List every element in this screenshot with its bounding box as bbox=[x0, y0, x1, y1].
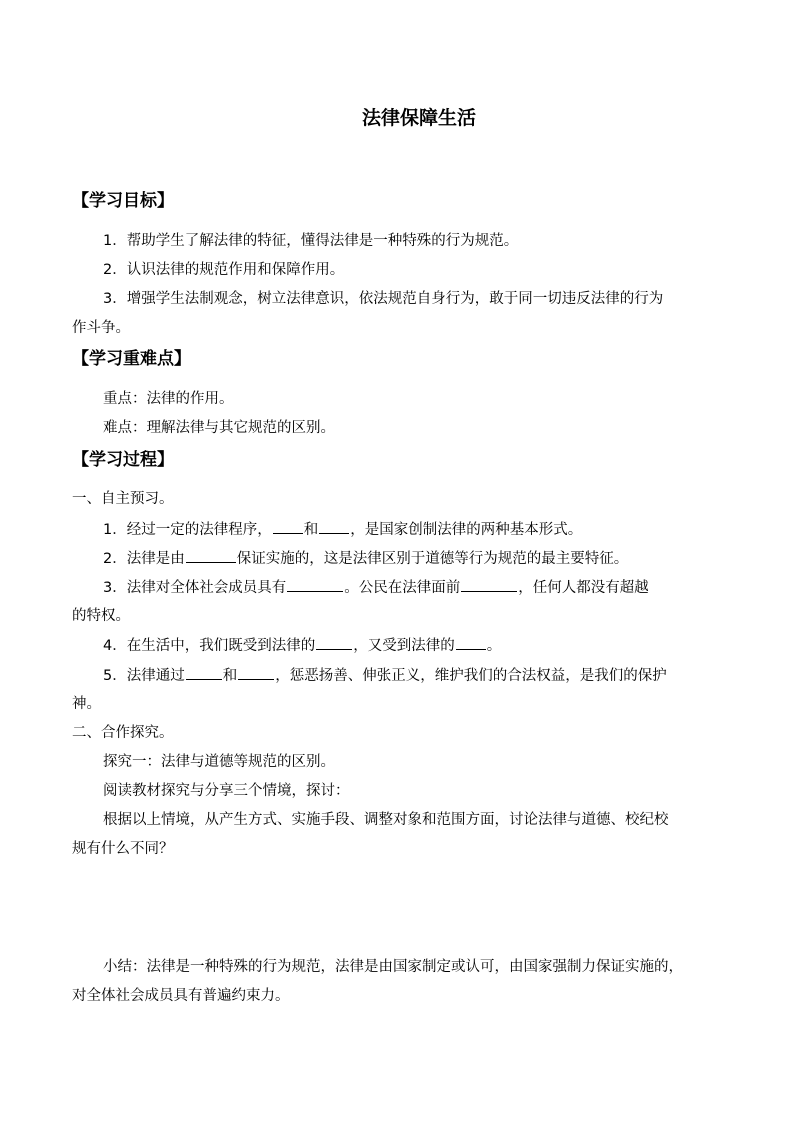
key-point-difficulty: 难点：理解法律与其它规范的区别。 bbox=[103, 420, 335, 436]
goal-item-2: 2．认识法律的规范作用和保障作用。 bbox=[103, 262, 345, 278]
preview-question-2 bbox=[103, 547, 628, 570]
preview-question-4 bbox=[103, 634, 501, 657]
goal-item-3-continued: 作斗争。 bbox=[72, 320, 130, 336]
question-text: 4．在生活中，我们既受到法律的 bbox=[103, 638, 316, 654]
explore-heading: 二、合作探究。 bbox=[72, 725, 174, 741]
question-text: 和 bbox=[222, 668, 238, 684]
preview-heading: 一、自主预习。 bbox=[72, 491, 174, 507]
preview-question-5-continued: 神。 bbox=[72, 696, 101, 712]
goal-item-1: 1．帮助学生了解法律的特征，懂得法律是一种特殊的行为规范。 bbox=[103, 233, 519, 249]
question-text: ，又受到法律的 bbox=[353, 638, 455, 654]
explore-question-continued: 规有什么不同？ bbox=[72, 841, 174, 857]
fill-blank[interactable] bbox=[461, 576, 517, 592]
fill-blank[interactable] bbox=[316, 634, 352, 650]
summary-text-continued: 对全体社会成员具有普遍约束力。 bbox=[72, 988, 290, 1004]
preview-question-1 bbox=[103, 518, 582, 541]
question-text: ，惩恶扬善、伸张正义，维护我们的合法权益，是我们的保护 bbox=[275, 668, 667, 684]
question-text: 保证实施的，这是法律区别于道德等行为规范的最主要特征。 bbox=[236, 551, 629, 567]
preview-question-5 bbox=[103, 664, 667, 687]
summary-text: 小结：法律是一种特殊的行为规范，法律是由国家制定或认可，由国家强制力保证实施的， bbox=[103, 959, 683, 975]
question-text: 5．法律通过 bbox=[103, 668, 185, 684]
question-text: 3．法律对全体社会成员具有 bbox=[103, 580, 287, 596]
fill-blank[interactable] bbox=[238, 664, 274, 680]
explore-topic-1: 探究一：法律与道德等规范的区别。 bbox=[103, 754, 335, 770]
section-heading-keypoints: 【学习重难点】 bbox=[72, 349, 191, 369]
fill-blank[interactable] bbox=[456, 634, 486, 650]
goal-item-3: 3．增强学生法制观念，树立法律意识，依法规范自身行为，敢于同一切违反法律的行为 bbox=[103, 291, 664, 307]
question-text: 。 bbox=[486, 638, 502, 654]
section-heading-goals: 【学习目标】 bbox=[72, 191, 174, 211]
explore-question: 根据以上情境，从产生方式、实施手段、调整对象和范围方面，讨论法律与道德、校纪校 bbox=[103, 812, 669, 828]
fill-blank[interactable] bbox=[273, 518, 303, 534]
section-heading-process: 【学习过程】 bbox=[72, 450, 174, 470]
question-text: ，是国家创制法律的两种基本形式。 bbox=[350, 522, 583, 538]
question-text: 和 bbox=[303, 522, 319, 538]
question-text: 1．经过一定的法律程序， bbox=[103, 522, 272, 538]
question-text: 2．法律是由 bbox=[103, 551, 185, 567]
preview-question-3 bbox=[103, 576, 723, 599]
key-point-focus: 重点：法律的作用。 bbox=[103, 391, 234, 407]
question-text: 。公民在法律面前 bbox=[344, 580, 461, 596]
fill-blank[interactable] bbox=[186, 664, 222, 680]
fill-blank[interactable] bbox=[319, 518, 349, 534]
fill-blank[interactable] bbox=[186, 547, 236, 563]
fill-blank[interactable] bbox=[287, 576, 343, 592]
preview-question-3-continued: 的特权。 bbox=[72, 608, 130, 624]
page-title: 法律保障生活 bbox=[361, 107, 476, 129]
question-text: ，任何人都没有超越 bbox=[518, 580, 649, 596]
explore-instruction: 阅读教材探究与分享三个情境，探讨： bbox=[103, 783, 350, 799]
